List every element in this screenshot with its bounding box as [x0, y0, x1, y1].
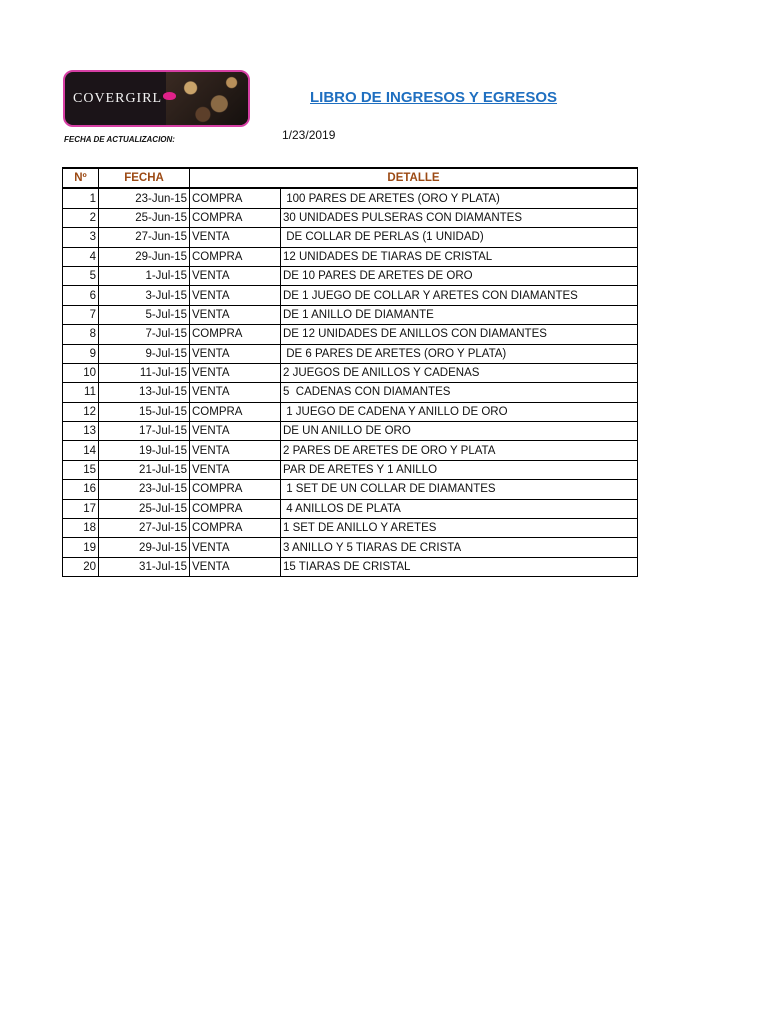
row-detalle: DE 10 PARES DE ARETES DE ORO: [281, 266, 638, 285]
row-tipo: COMPRA: [190, 247, 281, 266]
row-tipo: VENTA: [190, 538, 281, 557]
table-row: [63, 363, 638, 382]
covergirl-logo: [63, 70, 250, 127]
table-row: [63, 499, 638, 518]
row-number: 18: [63, 519, 99, 538]
row-fecha: 21-Jul-15: [99, 460, 190, 479]
row-number: 1: [63, 188, 99, 208]
row-tipo: COMPRA: [190, 480, 281, 499]
row-tipo: VENTA: [190, 363, 281, 382]
table-row: [63, 519, 638, 538]
row-detalle: 2 JUEGOS DE ANILLOS Y CADENAS: [281, 363, 638, 382]
ledger-body: [63, 188, 638, 576]
row-fecha: 7-Jul-15: [99, 325, 190, 344]
row-fecha: 5-Jul-15: [99, 305, 190, 324]
row-tipo: VENTA: [190, 266, 281, 285]
table-header-row: [63, 168, 638, 188]
table-row: [63, 208, 638, 227]
row-fecha: 29-Jun-15: [99, 247, 190, 266]
row-detalle: DE 1 ANILLO DE DIAMANTE: [281, 305, 638, 324]
row-fecha: 25-Jul-15: [99, 499, 190, 518]
row-fecha: 29-Jul-15: [99, 538, 190, 557]
table-row: [63, 228, 638, 247]
row-number: 17: [63, 499, 99, 518]
header-detalle: DETALLE: [190, 168, 638, 188]
table-row: [63, 480, 638, 499]
row-fecha: 27-Jul-15: [99, 519, 190, 538]
header-fecha: FECHA: [99, 168, 190, 188]
page-title: LIBRO DE INGRESOS Y EGRESOS: [310, 89, 558, 106]
row-number: 7: [63, 305, 99, 324]
row-fecha: 1-Jul-15: [99, 266, 190, 285]
row-fecha: 19-Jul-15: [99, 441, 190, 460]
table-row: [63, 460, 638, 479]
row-detalle: 5 CADENAS CON DIAMANTES: [281, 383, 638, 402]
table-row: [63, 538, 638, 557]
row-detalle: DE COLLAR DE PERLAS (1 UNIDAD): [281, 228, 638, 247]
row-tipo: COMPRA: [190, 188, 281, 208]
row-fecha: 11-Jul-15: [99, 363, 190, 382]
row-number: 13: [63, 422, 99, 441]
row-tipo: COMPRA: [190, 325, 281, 344]
table-row: [63, 325, 638, 344]
row-number: 4: [63, 247, 99, 266]
row-tipo: VENTA: [190, 344, 281, 363]
row-fecha: 3-Jul-15: [99, 286, 190, 305]
table-row: [63, 422, 638, 441]
table-row: [63, 557, 638, 576]
row-detalle: DE 6 PARES DE ARETES (ORO Y PLATA): [281, 344, 638, 363]
row-tipo: VENTA: [190, 460, 281, 479]
row-number: 19: [63, 538, 99, 557]
table-row: [63, 441, 638, 460]
table-row: [63, 344, 638, 363]
row-fecha: 13-Jul-15: [99, 383, 190, 402]
row-fecha: 27-Jun-15: [99, 228, 190, 247]
row-detalle: 2 PARES DE ARETES DE ORO Y PLATA: [281, 441, 638, 460]
row-fecha: 31-Jul-15: [99, 557, 190, 576]
header-number: Nº: [63, 168, 99, 188]
row-number: 2: [63, 208, 99, 227]
row-tipo: VENTA: [190, 228, 281, 247]
row-detalle: 3 ANILLO Y 5 TIARAS DE CRISTA: [281, 538, 638, 557]
row-tipo: COMPRA: [190, 208, 281, 227]
logo-photo: [166, 72, 248, 125]
row-fecha: 15-Jul-15: [99, 402, 190, 421]
row-tipo: COMPRA: [190, 499, 281, 518]
logo-text: COVERGIRL: [73, 91, 163, 106]
row-number: 10: [63, 363, 99, 382]
row-detalle: 12 UNIDADES DE TIARAS DE CRISTAL: [281, 247, 638, 266]
row-number: 20: [63, 557, 99, 576]
row-fecha: 17-Jul-15: [99, 422, 190, 441]
row-number: 16: [63, 480, 99, 499]
row-detalle: 1 SET DE ANILLO Y ARETES: [281, 519, 638, 538]
row-number: 12: [63, 402, 99, 421]
table-row: [63, 266, 638, 285]
update-label: FECHA DE ACTUALIZACION:: [64, 135, 175, 144]
ledger-table: [62, 167, 638, 577]
row-tipo: VENTA: [190, 383, 281, 402]
row-detalle: 30 UNIDADES PULSERAS CON DIAMANTES: [281, 208, 638, 227]
row-number: 6: [63, 286, 99, 305]
row-detalle: DE UN ANILLO DE ORO: [281, 422, 638, 441]
row-tipo: VENTA: [190, 422, 281, 441]
row-number: 9: [63, 344, 99, 363]
row-tipo: VENTA: [190, 441, 281, 460]
row-tipo: VENTA: [190, 305, 281, 324]
table-row: [63, 188, 638, 208]
row-number: 5: [63, 266, 99, 285]
row-fecha: 9-Jul-15: [99, 344, 190, 363]
row-fecha: 25-Jun-15: [99, 208, 190, 227]
row-detalle: PAR DE ARETES Y 1 ANILLO: [281, 460, 638, 479]
lips-icon: [163, 92, 176, 100]
row-detalle: 1 SET DE UN COLLAR DE DIAMANTES: [281, 480, 638, 499]
row-fecha: 23-Jun-15: [99, 188, 190, 208]
row-detalle: DE 1 JUEGO DE COLLAR Y ARETES CON DIAMANTES: [281, 286, 638, 305]
row-detalle: 1 JUEGO DE CADENA Y ANILLO DE ORO: [281, 402, 638, 421]
row-detalle: DE 12 UNIDADES DE ANILLOS CON DIAMANTES: [281, 325, 638, 344]
row-detalle: 100 PARES DE ARETES (ORO Y PLATA): [281, 188, 638, 208]
row-tipo: VENTA: [190, 286, 281, 305]
row-tipo: COMPRA: [190, 402, 281, 421]
row-number: 8: [63, 325, 99, 344]
row-fecha: 23-Jul-15: [99, 480, 190, 499]
row-detalle: 4 ANILLOS DE PLATA: [281, 499, 638, 518]
table-row: [63, 305, 638, 324]
row-number: 15: [63, 460, 99, 479]
table-row: [63, 402, 638, 421]
table-row: [63, 383, 638, 402]
row-tipo: VENTA: [190, 557, 281, 576]
row-number: 3: [63, 228, 99, 247]
table-row: [63, 286, 638, 305]
row-detalle: 15 TIARAS DE CRISTAL: [281, 557, 638, 576]
table-row: [63, 247, 638, 266]
row-number: 14: [63, 441, 99, 460]
row-number: 11: [63, 383, 99, 402]
row-tipo: COMPRA: [190, 519, 281, 538]
update-date: 1/23/2019: [282, 128, 336, 142]
